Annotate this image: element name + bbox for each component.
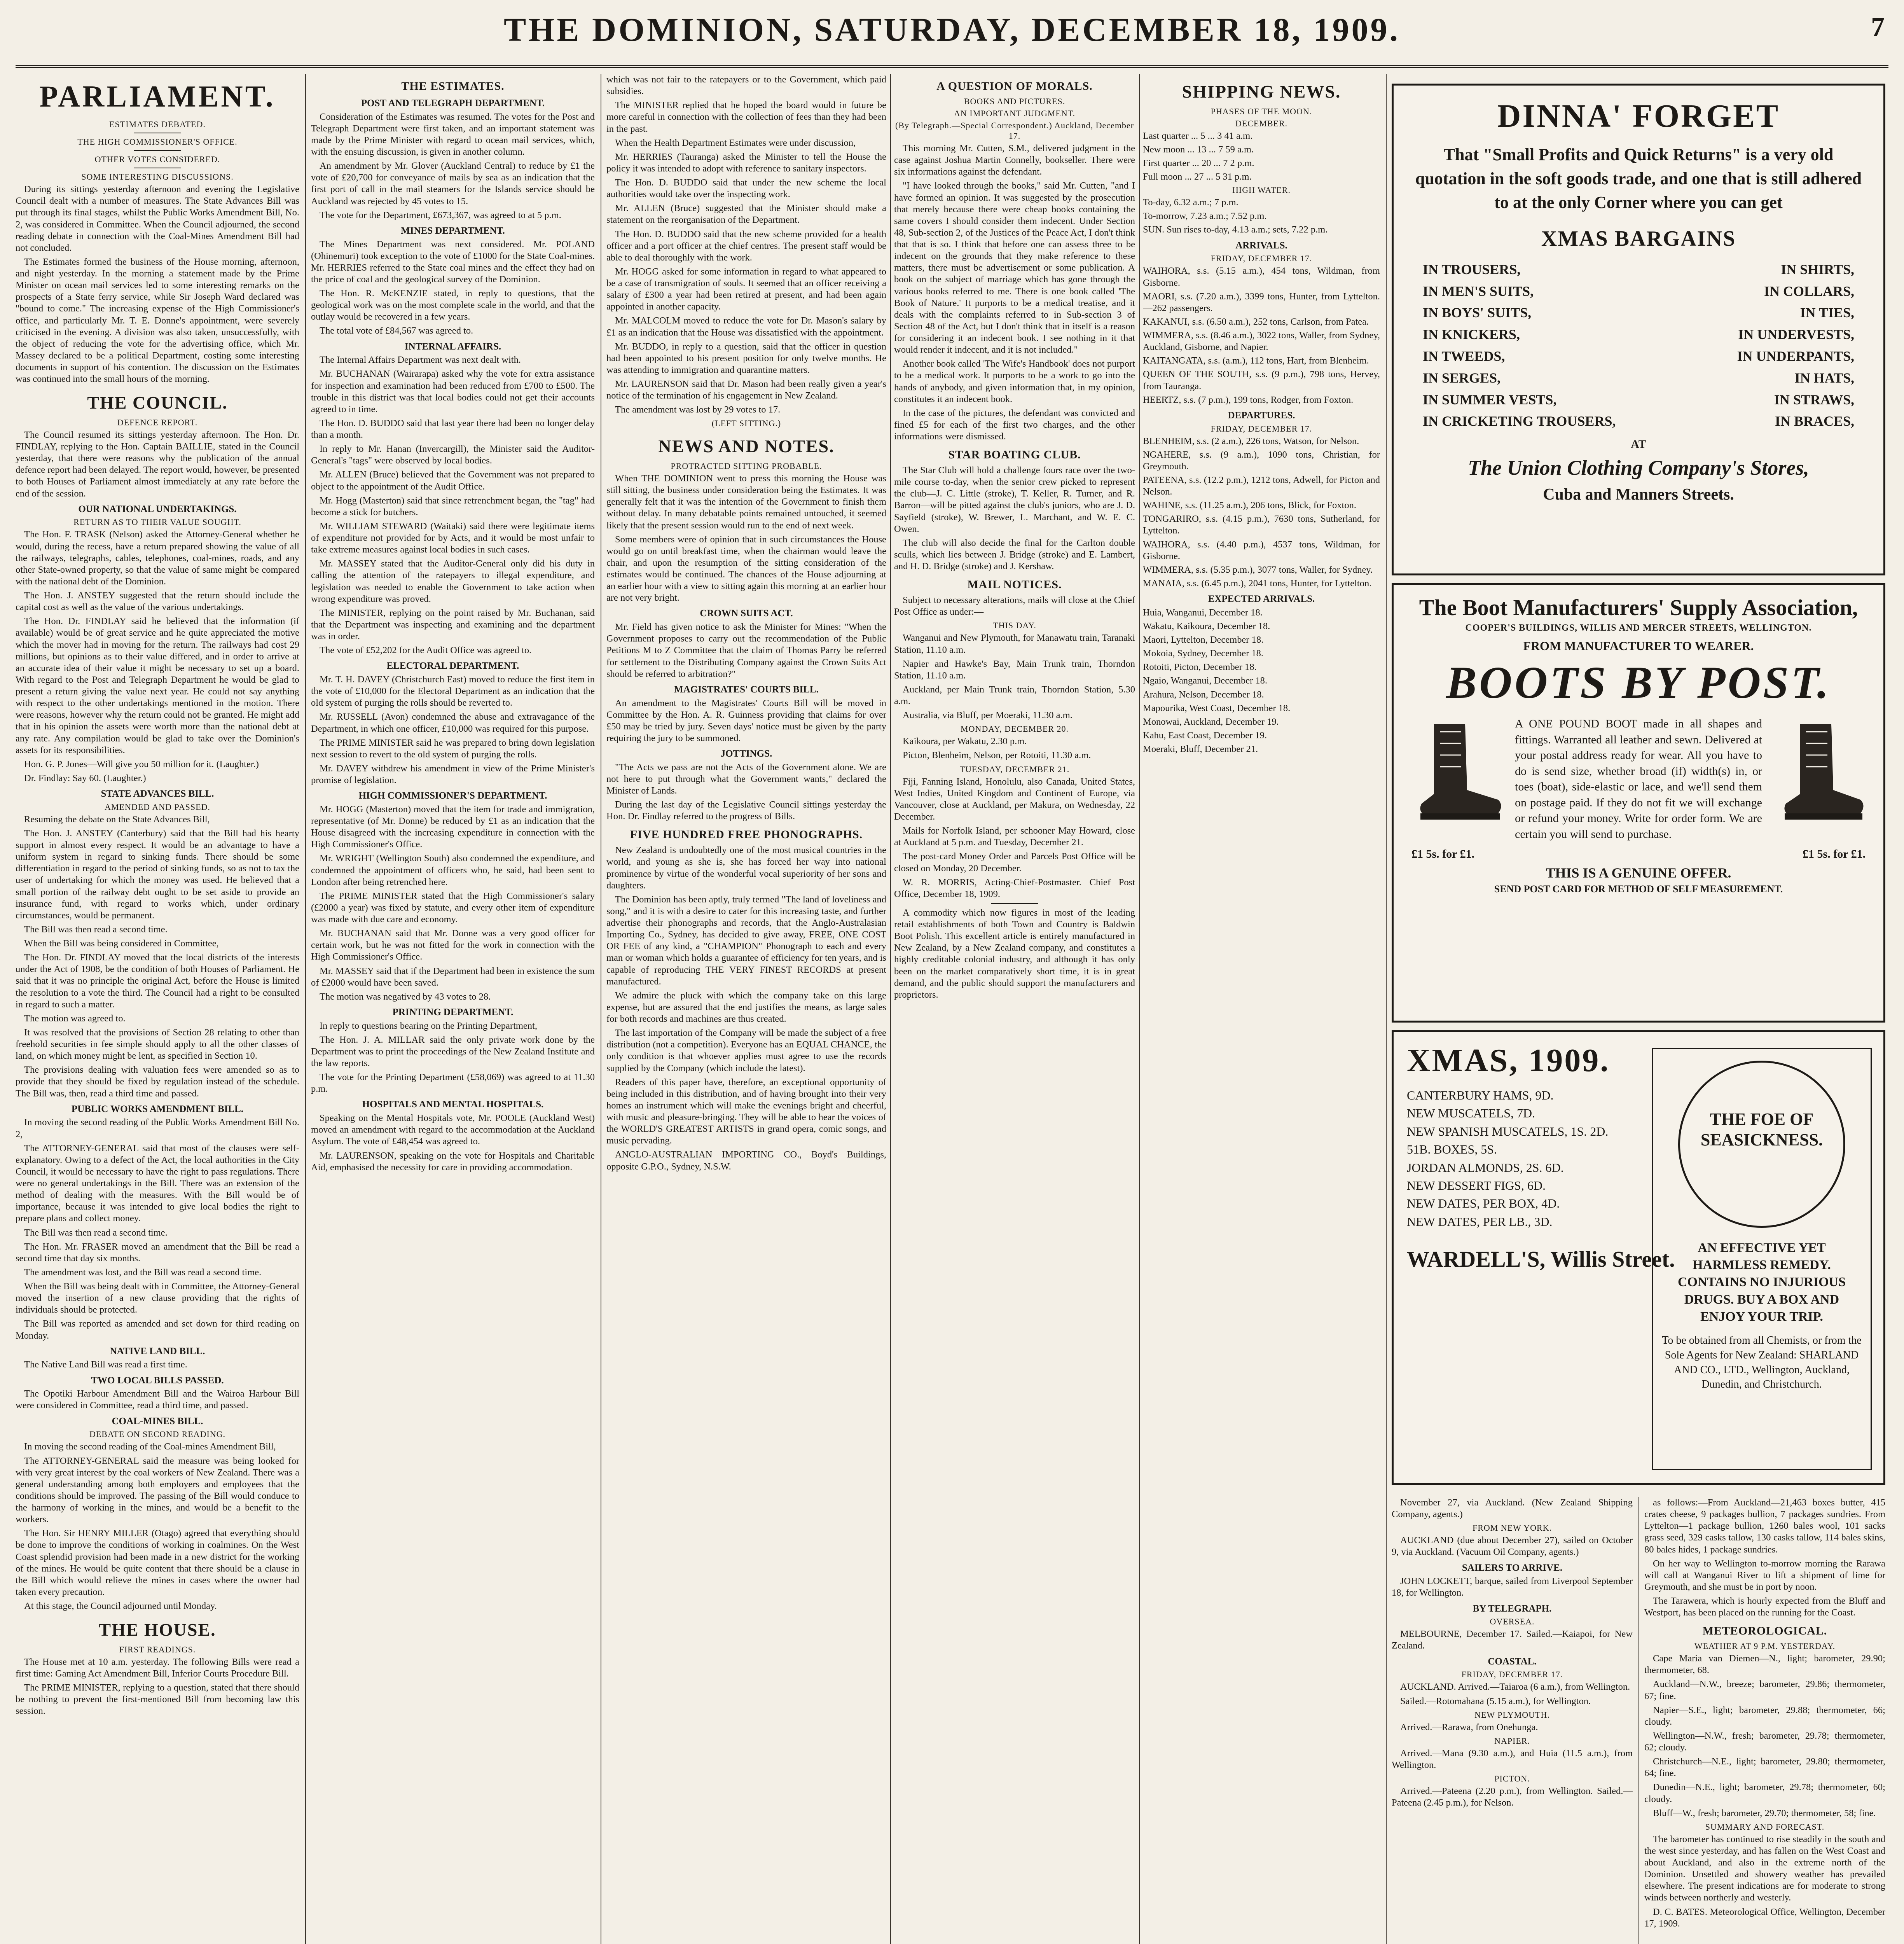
article-paragraph: Mr. ALLEN (Bruce) believed that the Government was not prepared to object to the appointment of the Audit Office.	[311, 469, 595, 492]
section-heading: JOTTINGS.	[720, 748, 772, 759]
article-paragraph: The Hon. F. TRASK (Nelson) asked the Attorney-General whether he would, during the recess, have a return prepared showing the value of all the railways, telegraphs, cables, telephones, coal-mines, roads, and any other State-owned property, so that the value of same might be compared with the national debt of the Dominion.	[16, 529, 299, 587]
article-paragraph: The Hon. D. BUDDO said that last year there had been no longer delay than a month.	[311, 418, 595, 441]
article-paragraph: The Hon. Mr. FRASER moved an amendment that the Bill be read a second time that day six months.	[16, 1241, 299, 1264]
section-heading: THE HOUSE.	[99, 1620, 216, 1640]
article-paragraph: The Tarawera, which is hourly expected from the Bluff and Westport, has been placed on the running for the Coast.	[1644, 1596, 1885, 1618]
ad-title: THE FOE OF SEASICKNESS.	[1700, 1110, 1823, 1149]
article-paragraph: Consideration of the Estimates was resumed. The votes for the Post and Telegraph Department were first taken, and an important statement was made by the Prime Minister with regard to ocean mail services, which, with the ensuing discussion, is given in another column.	[311, 111, 595, 157]
section-title: SHIPPING NEWS.	[1182, 82, 1341, 101]
article-paragraph: New Zealand is undoubtedly one of the most musical countries in the world, and young as she is, she has forced her way into national prominence by virtue of the wonderful vocal superiority of her sons and daughters.	[606, 845, 886, 891]
article-paragraph: The vote for the Department, £673,367, was agreed to at 5 p.m.	[320, 210, 561, 220]
article-paragraph: The club will also decide the final for the Carlton double sculls, which lies between J. Bridge (stroke) and E. Lambert, and H. D. Bridge (stroke) and J. Kershaw.	[894, 537, 1135, 572]
article-paragraph: Mails for Norfolk Island, per schooner May Howard, close at Auckland at 5 p.m. and Tuesday, December 21.	[894, 825, 1135, 848]
expected-row: Kahu, East Coast, December 19.	[1143, 730, 1267, 741]
ad-item: IN STRAWS,	[1774, 392, 1854, 407]
ad-item: IN CRICKETING TROUSERS,	[1423, 413, 1616, 429]
ad-at: AT	[1631, 438, 1646, 451]
article-paragraph: The Internal Affairs Department was next dealt with.	[320, 355, 521, 365]
article-paragraph: Mr. WILLIAM STEWARD (Waitaki) said there were legitimate items of expenditure not provided for by Acts, and it would be most unfair to take extreme measures against local bodies in such cases.	[311, 521, 595, 555]
article-paragraph: The Hon. J. ANSTEY suggested that the return should include the capital cost as well as the value of the various undertakings.	[16, 590, 299, 613]
article-paragraph: The amendment was lost, and the Bill was read a second time.	[24, 1267, 262, 1278]
ad-item: IN KNICKERS,	[1423, 327, 1520, 343]
ad-item: IN HATS,	[1794, 370, 1854, 386]
arrival-row: MAORI, s.s. (7.20 a.m.), 3399 tons, Hunter, from Lyttelton.—262 passengers.	[1143, 291, 1380, 313]
subhead: FROM NEW YORK.	[1472, 1523, 1552, 1533]
article-paragraph: Sailed.—Rotomahana (5.15 a.m.), for Wellington.	[1400, 1696, 1591, 1706]
subhead: HIGH WATER.	[1232, 185, 1291, 195]
ad-item: NEW DATES, PER LB., 3D.	[1407, 1214, 1553, 1229]
ad-item: NEW DESSERT FIGS, 6D.	[1407, 1178, 1546, 1192]
article-paragraph: The Hon. Dr. FINDLAY moved that the local districts of the interests under the Act of 1908, be the condition of both Houses of Parliament. He said that it was no principle the original Act, before the House is limited the resolution to a vote the third. The Council had a right to be consulted in regard to such a matter.	[16, 952, 299, 1010]
section-heading: ELECTORAL DEPARTMENT.	[386, 661, 519, 671]
article-paragraph: Mr. RUSSELL (Avon) condemned the abuse and extravagance of the Department, in which one officer, £10,000 was required for this purpose.	[311, 712, 595, 734]
ad-item: IN UNDERVESTS,	[1738, 327, 1854, 343]
article-paragraph: Mr. WRIGHT (Wellington South) also condemned the expenditure, and condemned the appointment of officers who, he said, had been sent to London after being retrenched here.	[311, 853, 595, 887]
subhead: RETURN AS TO THEIR VALUE SOUGHT.	[73, 517, 241, 527]
article-paragraph: as follows:—From Auckland—21,463 boxes butter, 415 crates cheese, 9 packages bullion, 7 packages sundries. From Lyttelton—1 package bullion, 1260 bales wool, 101 sacks grass seed, 329 casks tallow, 130 casks tallow, 114 bales skins, 80 bales hides, 1 package sundries.	[1644, 1497, 1885, 1555]
section-heading: HOSPITALS AND MENTAL HOSPITALS.	[362, 1099, 544, 1110]
subhead: THE HIGH COMMISSIONER'S OFFICE.	[77, 136, 238, 147]
ad-headline: BOOTS BY POST.	[1446, 657, 1831, 708]
article-paragraph: This morning Mr. Cutten, S.M., delivered judgment in the case against Joshua Martin Connelly, bookseller. There were six informations against the defendant.	[894, 143, 1135, 177]
subhead: DEFENCE REPORT.	[117, 417, 198, 427]
ad-tagline: That "Small Profits and Quick Returns" is a very old quotation in the soft goods trade, and one that is still adhered to at the only Corner where you can get	[1415, 145, 1862, 212]
article-paragraph: Arrived.—Rarawa, from Onehunga.	[1400, 1722, 1538, 1732]
article-paragraph: Resuming the debate on the State Advances Bill,	[24, 814, 210, 825]
article-paragraph: Mr. HERRIES (Tauranga) asked the Minister to tell the House the policy it was intended to adopt with reference to sanitary inspectors.	[606, 151, 886, 174]
section-heading: COASTAL.	[1488, 1656, 1537, 1667]
article-paragraph: In reply to Mr. Hanan (Invercargill), the Minister said the Auditor-General's "tags" were observed by local bodies.	[311, 444, 595, 466]
section-heading: FIVE HUNDRED FREE PHONOGRAPHS.	[630, 828, 863, 841]
article-paragraph: Subject to necessary alterations, mails will close at the Chief Post Office as under:—	[894, 595, 1135, 617]
article-paragraph: Mr. HOGG asked for some information in regard to what appeared to be a case of transmigration of souls. It seemed that an officer receiving a salary of £300 a year had been retired at present, and had been again appointed in another capacity.	[606, 266, 886, 312]
expected-row: Ngaio, Wanganui, December 18.	[1143, 675, 1268, 686]
ad-item: IN BOYS' SUITS,	[1423, 305, 1532, 321]
ad-item: NEW SPANISH MUSCATELS, 1S. 2D.	[1407, 1124, 1609, 1138]
section-heading: EXPECTED ARRIVALS.	[1208, 594, 1315, 605]
article-paragraph: The Bill was then read a second time.	[24, 924, 168, 935]
article-paragraph: Fiji, Fanning Island, Honolulu, also Canada, United States, West Indies, United Kingdom and Continent of Europe, via Vancouver, close at Auckland, per Makura, on Wednesday, 22 December.	[894, 776, 1135, 822]
section-heading: BY TELEGRAPH.	[1473, 1603, 1552, 1614]
column-rule	[1139, 74, 1140, 1944]
ad-address: Cuba and Manners Streets.	[1543, 486, 1734, 504]
weather-row: Dunedin—N.E., light; barometer, 29.78; thermometer, 60; cloudy.	[1644, 1782, 1885, 1804]
section-heading: HIGH COMMISSIONER'S DEPARTMENT.	[358, 790, 547, 801]
article-paragraph: Mr. LAURENSON, speaking on the vote for Hospitals and Charitable Aid, emphasised the necessity for care in providing accommodation.	[311, 1150, 595, 1173]
ad-instruction: SEND POST CARD FOR METHOD OF SELF MEASUREMENT.	[1494, 883, 1783, 895]
ad-title: XMAS, 1909.	[1407, 1042, 1610, 1079]
arrival-row: QUEEN OF THE SOUTH, s.s. (9 p.m.), 798 tons, Hervey, from Tauranga.	[1143, 369, 1380, 392]
subhead: DEBATE ON SECOND READING.	[89, 1429, 226, 1439]
article-paragraph: The Hon. D. BUDDO said that under the new scheme the local authorities would take over the inspecting work.	[606, 177, 886, 200]
article-paragraph: Dr. Findlay: Say 60. (Laughter.)	[24, 773, 146, 783]
article-paragraph: Speaking on the Mental Hospitals vote, Mr. POOLE (Auckland West) moved an amendment with regard to the accommodation at the Auckland Asylum. The vote of £48,454 was agreed to.	[311, 1113, 595, 1147]
ad-item: CANTERBURY HAMS, 9D.	[1407, 1088, 1554, 1102]
article-paragraph: The motion was agreed to.	[24, 1013, 126, 1024]
article-paragraph: During the last day of the Legislative Council sittings yesterday the Hon. Dr. Findlay referred to the progress of Bills.	[606, 799, 886, 822]
ad-subtitle: AN EFFECTIVE YET HARMLESS REMEDY. CONTAINS NO INJURIOUS DRUGS. BUY A BOX AND ENJOY YOUR TRIP.	[1678, 1241, 1846, 1324]
article-paragraph: The Bill was then read a second time.	[24, 1227, 168, 1238]
article-paragraph: When THE DOMINION went to press this morning the House was still sitting, the business under consideration being the Estimates. It was generally felt that it was the intention of the Government to finish them without delay. In many debatable points remained untouched, it seemed likely that the present session would run to the end of next week.	[606, 473, 886, 531]
section-heading: TWO LOCAL BILLS PASSED.	[91, 1375, 224, 1386]
article-paragraph: The barometer has continued to rise steadily in the south and the west since yesterday, and has fallen on the West Coast and about Auckland, and also in the extreme north of the Dominion. Unsettled and showery weather has prevailed elsewhere. The present indications are for moderate to strong winds between northerly and westerly.	[1644, 1834, 1885, 1903]
section-heading: STATE ADVANCES BILL.	[101, 788, 214, 799]
section-heading: PRINTING DEPARTMENT.	[392, 1007, 514, 1017]
section-title: A QUESTION OF MORALS.	[936, 80, 1093, 93]
subhead: FIRST READINGS.	[119, 1644, 196, 1654]
ring-emblem-icon	[1678, 1061, 1845, 1228]
section-heading: COAL-MINES BILL.	[112, 1416, 203, 1427]
article-paragraph: We admire the pluck with which the company take on this large expense, but are assured that the end justifies the means, as large sales for both records and machines are thus created.	[606, 990, 886, 1024]
ad-item: IN TIES,	[1800, 305, 1854, 321]
departure-row: WAIHORA, s.s. (4.40 p.m.), 4537 tons, Wildman, for Gisborne.	[1143, 539, 1380, 561]
article-paragraph: Napier and Hawke's Bay, Main Trunk train, Thorndon Station, 11.10 a.m.	[894, 658, 1135, 681]
article-paragraph: In moving the second reading of the Coal-mines Amendment Bill,	[24, 1441, 276, 1452]
article-paragraph: The amendment was lost by 29 votes to 17.	[615, 404, 781, 415]
ad-subtitle: XMAS BARGAINS	[1541, 226, 1736, 251]
arrival-row: KAKANUI, s.s. (6.50 a.m.), 252 tons, Carlson, from Patea.	[1143, 316, 1369, 327]
expected-row: Wakatu, Kaikoura, December 18.	[1143, 621, 1270, 631]
article-paragraph: The Hon. D. BUDDO said that the new scheme provided for a health officer and a port officer at the chief centres. The present staff would be able to deal thoroughly with the work.	[606, 229, 886, 263]
article-paragraph: On her way to Wellington to-morrow morning the Rarawa will call at Wanganui River to lift a shipment of lime for Greymouth, and she must be in port by noon.	[1644, 1558, 1885, 1592]
section-heading: OUR NATIONAL UNDERTAKINGS.	[78, 503, 237, 514]
article-paragraph: Mr. BUCHANAN (Wairarapa) asked why the vote for extra assistance for inspection and examination had been reduced from £700 to £500. The trouble in this district was that local bodies could not get their accounts agreed to in time.	[311, 369, 595, 414]
column-shipping-continued	[1392, 1497, 1633, 1944]
boot-left-illustration	[1407, 716, 1508, 833]
article-paragraph: The Hon. J. ANSTEY (Canterbury) said that the Bill had his hearty support in almost every respect. It would be an advantage to have a uniform system in regard to sinking funds. There should be some differentiation in regard to the period of sinking funds, so as not to tax the user of undertaking for which the money was used. He believed that a small portion of the railway debt ought to be set aside to provide an insurance fund, with regard to works which, under ordinary circumstances, would be permanent.	[16, 828, 299, 921]
column-estimates	[311, 74, 595, 1944]
tide-row: To-day, 6.32 a.m.; 7 p.m.	[1143, 197, 1238, 208]
subhead: FRIDAY, DECEMBER 17.	[1211, 253, 1312, 264]
article-paragraph: The total vote of £84,567 was agreed to.	[320, 325, 473, 336]
ad-store-name: WARDELL'S, Willis Street.	[1407, 1246, 1675, 1272]
boot-right-illustration	[1769, 716, 1870, 833]
ad-item: NEW DATES, PER BOX, 4D.	[1407, 1196, 1560, 1211]
article-paragraph: Mr. DAVEY withdrew his amendment in view of the Prime Minister's promise of legislation.	[311, 763, 595, 786]
weather-row: Cape Maria van Diemen—N., light; barometer, 29.90; thermometer, 68.	[1644, 1653, 1885, 1676]
expected-row: Arahura, Nelson, December 18.	[1143, 689, 1264, 700]
article-paragraph: The Mines Department was next considered. Mr. POLAND (Ohinemuri) took exception to the vote of £1000 for the State Coal-mines. Mr. HERRIES referred to the State coal mines and the effect they had on the price of coal and the geological survey of the Dominion.	[311, 239, 595, 285]
arrival-row: WIMMERA, s.s. (8.46 a.m.), 3022 tons, Waller, from Sydney, Auckland, Gisborne, and Napier.	[1143, 330, 1380, 353]
ad-item: JORDAN ALMONDS, 2S. 6D.	[1407, 1160, 1564, 1175]
expected-row: Huia, Wanganui, December 18.	[1143, 607, 1263, 618]
article-paragraph: The Council resumed its sittings yesterday afternoon. The Hon. Dr. FINDLAY, replying to the Hon. Captain BAILLIE, stated in the Council yesterday, that there were reasons why the publication of the annual defence report had been delayed. The report would, however, be presented to both Houses of Parliament almost immediately at any rate before the end of the session.	[16, 429, 299, 499]
article-paragraph: Mr. LAURENSON said that Dr. Mason had been really given a year's notice of the termination of his engagement in New Zealand.	[606, 379, 886, 401]
departure-row: NGAHERE, s.s. (9 a.m.), 1090 tons, Christian, for Greymouth.	[1143, 449, 1380, 472]
subhead: BOOKS AND PICTURES.	[964, 96, 1066, 106]
ad-item: IN UNDERPANTS,	[1737, 348, 1854, 364]
divider	[991, 903, 1038, 904]
section-heading: NEWS AND NOTES.	[658, 436, 835, 456]
article-paragraph: Picton, Blenheim, Nelson, per Rotoiti, 11.30 a.m.	[903, 750, 1091, 761]
article-paragraph: Hon. G. P. Jones—Will give you 50 million for it. (Laughter.)	[24, 759, 259, 769]
arrival-row: HEERTZ, s.s. (7 p.m.), 199 tons, Rodger, from Foxton.	[1143, 394, 1354, 405]
ad-item: NEW MUSCATELS, 7D.	[1407, 1106, 1535, 1121]
subhead: NAPIER.	[1494, 1736, 1530, 1746]
article-paragraph: During its sittings yesterday afternoon and evening the Legislative Council dealt with a number of measures. The State Advances Bill was put through its final stages, whilst the Public Works Amendment Bill, No. 2, was considered in Committee. When the Council adjourned, the second reading debate in connection with the Coal-Mines Amendment Bill had not concluded.	[16, 184, 299, 253]
weather-row: Napier—S.E., light; barometer, 29.88; thermometer, 66; cloudy.	[1644, 1704, 1885, 1727]
article-paragraph: It was resolved that the provisions of Section 28 relating to other than freehold securities in fee simple should apply to all the other classes of land, on which money might be lent, as specified in Section 10.	[16, 1027, 299, 1061]
article-paragraph: Mr. T. H. DAVEY (Christchurch East) moved to reduce the first item in the vote of £10,000 for the Electoral Department as an indication that the old system of purging the rolls should be reverted to.	[311, 674, 595, 708]
article-paragraph: The Hon. Sir HENRY MILLER (Otago) agreed that everything should be done to improve the conditions of working in coalmines. On the West Coast splendid provision had been made in a new district for the working of the mines. He would be quite content that there should be a clause in the Bill which would relieve the mines in cases where the owner had taken every precaution.	[16, 1528, 299, 1597]
article-paragraph: The House met at 10 a.m. yesterday. The following Bills were read a first time: Gaming Act Amendment Bill, Inferior Courts Procedure Bill.	[16, 1656, 299, 1679]
section-heading: POST AND TELEGRAPH DEPARTMENT.	[361, 98, 545, 108]
tide-row: To-morrow, 7.23 a.m.; 7.52 p.m.	[1143, 211, 1267, 222]
section-heading: ARRIVALS.	[1235, 240, 1287, 251]
dateline: (By Telegraph.—Special Correspondent.) Auckland, December 17.	[895, 120, 1134, 141]
subhead: THIS DAY.	[993, 621, 1036, 631]
left-sitting-note: (LEFT SITTING.)	[711, 418, 781, 428]
column-rule	[1386, 74, 1387, 1944]
expected-row: Moeraki, Bluff, December 21.	[1143, 744, 1258, 755]
departure-row: BLENHEIM, s.s. (2 a.m.), 226 tons, Watson, for Nelson.	[1143, 435, 1359, 446]
moon-row: New moon ... 13 ... 7 59 a.m.	[1143, 144, 1254, 155]
weather-row: Auckland—N.W., breeze; barometer, 29.86; thermometer, 67; fine.	[1644, 1679, 1885, 1701]
article-paragraph: Arrived.—Pateena (2.20 p.m.), from Wellington. Sailed.—Pateena (2.45 p.m.), for Nelson.	[1392, 1786, 1633, 1808]
subhead: WEATHER AT 9 P.M. YESTERDAY.	[1694, 1641, 1836, 1651]
article-paragraph: The PRIME MINISTER, replying to a question, stated that there should be nothing to prevent the first-mentioned Bill from becoming law this session.	[16, 1682, 299, 1717]
expected-row: Monowai, Auckland, December 19.	[1143, 716, 1279, 727]
column-meteorological	[1644, 1497, 1885, 1944]
sun-row: SUN. Sun rises to-day, 4.13 a.m.; sets, 7.22 p.m.	[1143, 224, 1328, 235]
ad-item: 51B. BOXES, 5S.	[1407, 1142, 1497, 1157]
article-paragraph: The Hon. R. McKENZIE stated, in reply to questions, that the geological work was on the most complete scale in the world, and that the outlay would be recovered in a few years.	[311, 288, 595, 322]
article-paragraph: In the case of the pictures, the defendant was convicted and fined £5 for each of the first two charges, and the other informations were dismissed.	[894, 407, 1135, 442]
section-title: PARLIAMENT.	[39, 79, 276, 113]
article-paragraph: The Native Land Bill was read a first time.	[24, 1359, 187, 1370]
article-paragraph: The Hon. Dr. FINDLAY said he believed that the information (if available) would be of great service and he quite appreciated the motive which the mover had in moving for the return. The railways had cost 29 millions, but opinions as to their value differed, and in order to arrive at an accurate idea of their value it might be necessary to set up a board. With regard to the Post and Telegraph Department he would be glad to present a return giving the value next year. He could not say anything with respect to the other undertakings mentioned in the motion. There were reasons, however why the return could not be granted. He might add that in his opinion the assets were worth more than the national debt at any rate. Any compilation would be glad to take over the Dominion's assets for its responsibilities.	[16, 616, 299, 755]
subhead: FRIDAY, DECEMBER 17.	[1211, 423, 1312, 434]
column-rule	[890, 74, 891, 1944]
signature: D. C. BATES. Meteorological Office, Wellington, December 17, 1909.	[1644, 1906, 1885, 1929]
article-paragraph: The vote for the Printing Department (£58,069) was agreed to at 11.30 p.m.	[311, 1072, 595, 1094]
article-paragraph: The Dominion has been aptly, truly termed "The land of loveliness and song," and it is with a desire to cater for this increasing taste, and further advertise their phonographs and records, that the Anglo-Australasian Importing Co., Sydney, has decided to give away, FREE, ONE COST OR FEE of any kind, a "CHAMPION" Phonograph to each and every man or woman which holds a guarantee of efficiency for ten years, and is capable of reproducing THE VERY FINEST RECORDS at present manufactured.	[606, 894, 886, 987]
moon-row: Full moon ... 27 ... 5 31 p.m.	[1143, 171, 1252, 182]
article-paragraph: ANGLO-AUSTRALIAN IMPORTING CO., Boyd's Buildings, opposite G.P.O., Sydney, N.S.W.	[606, 1149, 886, 1172]
column-news-notes	[606, 74, 886, 1944]
arrival-row: KAITANGATA, s.s. (a.m.), 112 tons, Hart, from Blenheim.	[1143, 355, 1369, 366]
ad-item: IN COLLARS,	[1764, 283, 1854, 299]
ad-address: COOPER'S BUILDINGS, WILLIS AND MERCER STREETS, WELLINGTON.	[1465, 623, 1812, 633]
article-paragraph: The Estimates formed the business of the House morning, afternoon, and night yesterday. In the morning a statement made by the Prime Minister on ocean mail services led to some interesting remarks on the prospects of a State ferry service, while Sir Joseph Ward declared was "bound to come." The increasing expense of the High Commissioner's office, and particularly Mr. T. E. Donne's appointment, were severely criticised in the evening. A division was also taken, unsuccessfully, with the object of reducing the vote for the advertising office, which Mr. Massey declared to be a political Department, costing some interesting documents in support of his contention. The discussion on the Estimates was continued into the small hours of the morning.	[16, 256, 299, 385]
subhead: TUESDAY, DECEMBER 21.	[959, 764, 1070, 774]
article-paragraph: Some members were of opinion that in such circumstances the House would go on until breakfast time, when the chairman would leave the chair, and upon the resumption of the sitting consideration of the estimates would be continued. The chances of the House adjourning at an earlier hour with a view to sitting again this morning at an earlier hour are not very bright.	[606, 534, 886, 603]
section-heading: MINES DEPARTMENT.	[401, 225, 505, 236]
section-heading: METEOROLOGICAL.	[1702, 1624, 1827, 1638]
advertisement-seasickness	[1652, 1048, 1872, 1470]
article-paragraph: The post-card Money Order and Parcels Post Office will be closed on Monday, 20 December.	[894, 851, 1135, 874]
expected-row: Mapourika, West Coast, December 18.	[1143, 703, 1291, 713]
column-shipping	[1143, 74, 1380, 1944]
article-paragraph: When the Bill was being dealt with in Committee, the Attorney-General moved the insertion of a new clause providing that the rights of individuals should be protected.	[16, 1281, 299, 1315]
article-paragraph: The PRIME MINISTER stated that the High Commissioner's salary (£2000 a year) was fixed by statute, and every other item of expenditure was made with due care and economy.	[311, 890, 595, 925]
moon-row: Last quarter ... 5 ... 3 41 a.m.	[1143, 130, 1253, 141]
article-paragraph: W. R. MORRIS, Acting-Chief-Postmaster. Chief Post Office, December 18, 1909.	[894, 877, 1135, 899]
divider	[134, 150, 181, 151]
article-paragraph: Readers of this paper have, therefore, an exceptional opportunity of being included in this distribution, and of having brought into their very homes an instrument which will make the evenings bright and cheerful, with music and pleasure-bringing. They will be able to hear the voices of the WORLD'S GREATEST ARTISTS in grand opera, comic songs, and music pervading.	[606, 1077, 886, 1146]
article-paragraph: The ATTORNEY-GENERAL said the measure was being looked for with very great interest by the coal workers of New Zealand. There was a general understanding among both employers and employees that the conditions should be improved. The passing of the Bill would conduce to the harmony of working in the mines, and would be a benefit to the workers.	[16, 1455, 299, 1525]
departure-row: WIMMERA, s.s. (5.35 p.m.), 3077 tons, Waller, for Sydney.	[1143, 564, 1373, 575]
column-rule	[305, 74, 306, 1944]
article-paragraph: Kaikoura, per Wakatu, 2.30 p.m.	[903, 736, 1027, 747]
article-paragraph: The MINISTER, replying on the point raised by Mr. Buchanan, said that the Department was inspecting and examining and the department was in order.	[311, 607, 595, 642]
article-paragraph: A commodity which now figures in most of the leading retail establishments of both Town and Country is Baldwin Boot Polish. This excellent article is entirely manufactured in New Zealand, by a New Zealand company, and constitutes a highly creditable colonial industry, and although it has only been on the market comparatively short time, it is in great demand, and the public should support the manufacturers and proprietors.	[894, 907, 1135, 1000]
ad-title: DINNA' FORGET	[1497, 98, 1780, 134]
masthead	[16, 7, 1888, 68]
article-paragraph: JOHN LOCKETT, barque, sailed from Liverpool September 18, for Wellington.	[1392, 1576, 1633, 1598]
subhead: DECEMBER.	[1235, 118, 1288, 128]
section-heading: CROWN SUITS ACT.	[700, 608, 793, 619]
ad-item: IN TWEEDS,	[1423, 348, 1505, 364]
arrival-row: WAIHORA, s.s. (5.15 a.m.), 454 tons, Wildman, from Gisborne.	[1143, 266, 1380, 288]
article-paragraph: Mr. Hogg (Masterton) said that since retrenchment began, the "tag" had become a stick for butchers.	[311, 495, 595, 517]
ad-item: IN MEN'S SUITS,	[1423, 283, 1534, 299]
subhead: SUMMARY AND FORECAST.	[1705, 1822, 1825, 1832]
article-paragraph: AUCKLAND. Arrived.—Taiaroa (6 a.m.), from Wellington.	[1400, 1682, 1630, 1692]
departure-row: PATEENA, s.s. (12.2 p.m.), 1212 tons, Adwell, for Picton and Nelson.	[1143, 474, 1380, 497]
weather-row: Wellington—N.W., fresh; barometer, 29.78; thermometer, 62; cloudy.	[1644, 1730, 1885, 1753]
ad-body: To be obtained from all Chemists, or from the Sole Agents for New Zealand: SHARLAND AND CO., LTD., Wellington, Auckland, Dunedin, and Christchurch.	[1662, 1334, 1862, 1391]
ad-item: IN SERGES,	[1423, 370, 1501, 386]
article-paragraph: Mr. BUDDO, in reply to a question, said that the officer in question had been appointed to his present position for only twelve months. He was attending to immigration and quarantine matters.	[606, 341, 886, 375]
subhead: MONDAY, DECEMBER 20.	[961, 724, 1069, 734]
subhead: AMENDED AND PASSED.	[105, 802, 210, 812]
subhead: PICTON.	[1494, 1774, 1530, 1784]
ad-subtitle: FROM MANUFACTURER TO WEARER.	[1523, 639, 1754, 653]
ad-offer: THIS IS A GENUINE OFFER.	[1546, 865, 1731, 881]
ad-price-right: £1 5s. for £1.	[1803, 848, 1866, 860]
article-paragraph: Arrived.—Mana (9.30 a.m.), and Huia (11.5 a.m.), from Wellington.	[1392, 1748, 1633, 1770]
section-heading: MAGISTRATES' COURTS BILL.	[674, 684, 819, 695]
departure-row: TONGARIRO, s.s. (4.15 p.m.), 7630 tons, Sutherland, for Lyttelton.	[1143, 514, 1380, 536]
section-heading: STAR BOATING CLUB.	[948, 448, 1081, 462]
weather-row: Christchurch—N.E., light; barometer, 29.80; thermometer, 64; fine.	[1644, 1756, 1885, 1779]
article-paragraph: Another book called 'The Wife's Handbook' does not purport to be a medical work. It purports to be a work to go into the hands of anybody, and given information that, in my opinion, constitutes it an indecent book.	[894, 358, 1135, 404]
section-heading: INTERNAL AFFAIRS.	[404, 341, 501, 352]
subhead: AN IMPORTANT JUDGMENT.	[954, 108, 1076, 118]
column-parliament	[16, 74, 299, 1944]
article-paragraph: Mr. ALLEN (Bruce) suggested that the Minister should make a statement on the reorganisation of the Department.	[606, 203, 886, 226]
article-paragraph: The motion was negatived by 43 votes to 28.	[320, 991, 491, 1002]
article-paragraph: The ATTORNEY-GENERAL said that most of the clauses were self-explanatory. Owing to a defect of the Act, the local authorities in the City Council, it would be necessary to have the right to pass regulations. There were no general undertakings in the Bill. There was an extension of the method of dealing with the measures. With the Bill would be of importance, because it was intended to give local bodies the right to prepare plans and collect money.	[16, 1143, 299, 1224]
subhead: SOME INTERESTING DISCUSSIONS.	[81, 172, 234, 182]
article-paragraph: Auckland, per Main Trunk train, Thorndon Station, 5.30 a.m.	[894, 684, 1135, 707]
article-paragraph: "The Acts we pass are not the Acts of the Government alone. We are not here to put through what the Government wants," declared the Minister of Lands.	[606, 762, 886, 796]
ad-body: A ONE POUND BOOT made in all shapes and fittings. Warranted all leather and sewn. Delivered at your postal address ready for wear. All you have to do is send size, whether broad (if) width(s) in, or toes (boat), side-elastic or lace, and we'll send them on postage paid. If they do not fit we will exchange or refund your money. Write for order form. We are certain you will send to purchase.	[1515, 717, 1762, 841]
article-paragraph: An amendment by Mr. Glover (Auckland Central) to reduce by £1 the vote of £20,700 for conveyance of mails by sea as an indication that the first port of call in the mail steamers for the Islands service should be Auckland was rejected by 45 votes to 15.	[311, 161, 595, 206]
article-paragraph: The Bill was reported as amended and set down for third reading on Monday.	[16, 1318, 299, 1341]
article-paragraph: The Hon. J. A. MILLAR said the only private work done by the Department was to print the proceedings of the New Zealand Institute and the law reports.	[311, 1034, 595, 1069]
section-heading: SAILERS TO ARRIVE.	[1462, 1562, 1563, 1573]
newspaper-title: THE DOMINION, SATURDAY, DECEMBER 18, 1909.	[504, 11, 1400, 48]
article-paragraph: In reply to questions bearing on the Printing Department,	[320, 1020, 537, 1031]
article-paragraph: "I have looked through the books," said Mr. Cutten, "and I have formed an opinion. It was suggested by the prosecution that merely because there were cheap books containing the same covers I should consider them indecent. Under Section 48, Sub-section 2, of the Justices of the Peace Act, I don't think that that is so. I think that before one can assess three to be indecent on the grounds that they make reference to these matters, there must be advertisement or some publication. A book on the subject of marriage which has gone through the various books referred to me. There is one book called 'The Book of Nature.' It purports to be a medical treatise, and it deals with the complaints referred to in Sub-section 3 of Section 48 of the Act, but I don't think that in itself is a reason for considering it an indecent book. I see nothing in it that would render it indecent, and it is not included."	[894, 180, 1135, 355]
article-paragraph: MELBOURNE, December 17. Sailed.—Kaiapoi, for New Zealand.	[1392, 1629, 1633, 1651]
article-paragraph: Mr. Field has given notice to ask the Minister for Mines: "When the Government proposes to carry out the recommendation of the Public Petitions M to Z Committee that the claim of Thomas Parry be referred for settlement to the Distributing Company against the Crown Suits Act should be referred to arbitration?"	[606, 622, 886, 679]
section-title: THE ESTIMATES.	[401, 80, 505, 93]
article-paragraph: Mr. BUCHANAN said that Mr. Donne was a very good officer for certain work, but he was not fitted for the work in connection with the High Commissioner's Office.	[311, 928, 595, 962]
article-paragraph: Mr. MALCOLM moved to reduce the vote for Dr. Mason's salary by £1 as an indication that the House was dissatisfied with the appointment.	[606, 315, 886, 338]
ad-item: IN SHIRTS,	[1781, 261, 1854, 277]
subhead: PHASES OF THE MOON.	[1211, 106, 1312, 116]
subhead: ESTIMATES DEBATED.	[109, 119, 206, 129]
article-paragraph: The MINISTER replied that he hoped the board would in future be more careful in connection with the collection of fees than they had been in the past.	[606, 100, 886, 134]
article-paragraph: The vote of £52,202 for the Audit Office was agreed to.	[320, 645, 532, 656]
expected-row: Rotoiti, Picton, December 18.	[1143, 662, 1257, 673]
section-heading: DEPARTURES.	[1228, 410, 1295, 421]
departure-row: MANAIA, s.s. (6.45 p.m.), 2041 tons, Hunter, for Lyttelton.	[1143, 578, 1372, 589]
article-paragraph: Australia, via Bluff, per Moeraki, 11.30 a.m.	[903, 710, 1073, 721]
departure-row: WAHINE, s.s. (11.25 a.m.), 206 tons, Blick, for Foxton.	[1143, 500, 1356, 511]
subhead: PROTRACTED SITTING PROBABLE.	[671, 461, 822, 471]
article-paragraph: Mr. HOGG (Masterton) moved that the item for trade and immigration, representative (of Mr. Donne) be reduced by £1 as an indication that the House disagreed with the increasing expenditure in connection with the High Commissioner's Office.	[311, 804, 595, 850]
ad-store-name: The Union Clothing Company's Stores,	[1468, 456, 1809, 480]
column-rule	[1638, 1497, 1639, 1944]
moon-row: First quarter ... 20 ... 7 2 p.m.	[1143, 157, 1254, 168]
article-paragraph: The provisions dealing with valuation fees were amended so as to provide that they should be fixed by regulation instead of the schedule. The Bill was, then, read a third time and passed.	[16, 1065, 299, 1099]
article-paragraph: which was not fair to the ratepayers or to the Government, which paid subsidies.	[606, 74, 886, 97]
advertisement-union-clothing	[1392, 84, 1885, 575]
article-paragraph: When the Bill was being considered in Committee,	[24, 938, 219, 949]
subhead: FRIDAY, DECEMBER 17.	[1461, 1670, 1563, 1680]
expected-row: Maori, Lyttelton, December 18.	[1143, 635, 1264, 645]
section-heading: PUBLIC WORKS AMENDMENT BILL.	[71, 1103, 244, 1114]
subhead: OTHER VOTES CONSIDERED.	[94, 154, 220, 164]
article-paragraph: November 27, via Auckland. (New Zealand Shipping Company, agents.)	[1392, 1497, 1633, 1520]
column-morals	[894, 74, 1135, 1944]
article-paragraph: Mr. MASSEY stated that the Auditor-General only did his duty in calling the attention of the ratepayers to illegal expenditure, and legislation was needed to enable the Government to take action when wrong expenditure was proved.	[311, 558, 595, 604]
article-paragraph: The Star Club will hold a challenge fours race over the two-mile course to-day, when the senior crew picked to represent the club—J. C. Little (stroke), T. Keller, R. Turner, and R. Barron—will be pitted against the club's juniors, who are J. D. Sayfield (stroke), W. Brewer, L. Marchant, and W. E. C. Owen.	[894, 465, 1135, 534]
subhead: NEW PLYMOUTH.	[1474, 1710, 1550, 1720]
article-paragraph: Mr. MASSEY said that if the Department had been in existence the sum of £2000 would have been saved.	[311, 965, 595, 988]
article-paragraph: The Opotiki Harbour Amendment Bill and the Wairoa Harbour Bill were considered in Committee, read a third time, and passed.	[16, 1388, 299, 1411]
article-paragraph: AUCKLAND (due about December 27), sailed on October 9, via Auckland. (Vacuum Oil Company, agents.)	[1392, 1535, 1633, 1558]
ad-item: IN SUMMER VESTS,	[1423, 392, 1557, 407]
section-heading: MAIL NOTICES.	[967, 578, 1062, 591]
article-paragraph: At this stage, the Council adjourned until Monday.	[24, 1601, 217, 1612]
article-paragraph: The last importation of the Company will be made the subject of a free distribution (not a competition). Everyone has an EQUAL CHANCE, the only condition is that whoever applies must agree to use the records supplied by the Company (which include the latest).	[606, 1028, 886, 1073]
article-paragraph: When the Health Department Estimates were under discussion,	[615, 137, 856, 148]
ad-item: IN TROUSERS,	[1423, 261, 1521, 277]
advertisement-boots-by-post	[1392, 583, 1885, 1023]
article-paragraph: The PRIME MINISTER said he was prepared to bring down legislation next session to revert to the old system of purging the rolls.	[311, 737, 595, 760]
article-paragraph: In moving the second reading of the Public Works Amendment Bill No. 2,	[16, 1117, 299, 1140]
article-paragraph: Wanganui and New Plymouth, for Manawatu train, Taranaki Station, 11.10 a.m.	[894, 633, 1135, 655]
page-number: 7	[1871, 12, 1885, 42]
expected-row: Mokoia, Sydney, December 18.	[1143, 648, 1264, 659]
ad-price-left: £1 5s. for £1.	[1411, 848, 1474, 860]
section-heading: NATIVE LAND BILL.	[110, 1346, 205, 1357]
article-paragraph: An amendment to the Magistrates' Courts Bill will be moved in Committee by the Hon. A. R. Guinness providing that claims for over £50 may be tried by jury. Seven days' notice must be given by the party requiring the jury to be summoned.	[606, 698, 886, 743]
advertisement-xmas-wardells	[1392, 1030, 1885, 1485]
ad-item: IN BRACES,	[1775, 413, 1854, 429]
section-heading: THE COUNCIL.	[87, 393, 228, 413]
ad-title: The Boot Manufacturers' Supply Association,	[1419, 595, 1858, 620]
weather-row: Bluff—W., fresh; barometer, 29.70; thermometer, 58; fine.	[1653, 1808, 1876, 1818]
subhead: OVERSEA.	[1490, 1617, 1535, 1627]
